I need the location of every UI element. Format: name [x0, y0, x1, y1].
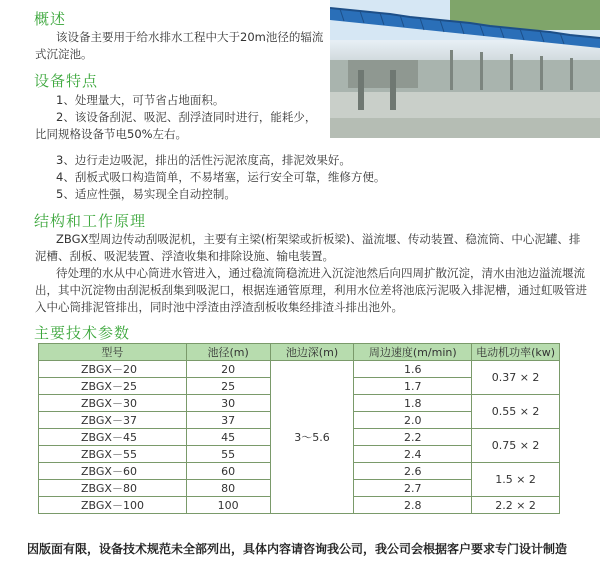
speed-cell: 2.8 — [354, 497, 472, 514]
feature-item: 2、该设备刮泥、吸泥、刮浮渣同时进行，能耗少， — [56, 110, 317, 124]
header-speed: 周边速度(m/min) — [354, 344, 472, 361]
model-cell: ZBGX－55 — [39, 446, 187, 463]
power-cell: 1.5 × 2 — [472, 463, 560, 497]
model-cell: ZBGX－37 — [39, 412, 187, 429]
table-row — [39, 361, 560, 378]
overview-title: 概述 — [34, 10, 67, 28]
feature-item: 5、适应性强，易实现全自动控制。 — [56, 187, 236, 201]
diameter-cell: 80 — [186, 480, 270, 497]
speed-cell: 2.7 — [354, 480, 472, 497]
feature-item: 3、边行走边吸泥，排出的活性污泥浓度高，排泥效果好。 — [56, 153, 351, 167]
footer-note: 因版面有限，设备技术规范未全部列出，具体内容请咨询我公司，我公司会根据客户要求专门设计制造 — [27, 542, 568, 556]
diameter-cell: 20 — [186, 361, 270, 378]
table-header-row — [39, 344, 560, 361]
speed-cell: 2.6 — [354, 463, 472, 480]
diameter-cell: 100 — [186, 497, 270, 514]
speed-cell: 2.0 — [354, 412, 472, 429]
power-cell: 2.2 × 2 — [472, 497, 560, 514]
principle-line: 出，其中沉淀物由刮泥板刮集到吸泥口，根据连通管原理，利用水位差将池底污泥吸入排泥槽，通过虹吸管进 — [35, 283, 587, 297]
power-cell: 0.55 × 2 — [472, 395, 560, 429]
diameter-cell: 55 — [186, 446, 270, 463]
principle-line: 入中心筒排泥管排出，同时池中浮渣由浮渣刮板收集经排渣斗排出池外。 — [35, 300, 403, 314]
feature-item: 比同规格设备节电50%左右。 — [35, 127, 188, 141]
depth-cell: 3～5.6 — [270, 361, 354, 514]
diameter-cell: 45 — [186, 429, 270, 446]
power-cell: 0.75 × 2 — [472, 429, 560, 463]
clarifier-photo — [330, 0, 600, 138]
model-cell: ZBGX－25 — [39, 378, 187, 395]
diameter-cell: 37 — [186, 412, 270, 429]
speed-cell: 2.4 — [354, 446, 472, 463]
specs-title: 主要技术参数 — [34, 324, 131, 342]
header-diameter: 池径(m) — [186, 344, 270, 361]
diameter-cell: 30 — [186, 395, 270, 412]
diameter-cell: 25 — [186, 378, 270, 395]
speed-cell: 1.8 — [354, 395, 472, 412]
speed-cell: 2.2 — [354, 429, 472, 446]
model-cell: ZBGX－45 — [39, 429, 187, 446]
speed-cell: 1.6 — [354, 361, 472, 378]
model-cell: ZBGX－20 — [39, 361, 187, 378]
header-depth: 池边深(m) — [270, 344, 354, 361]
header-model: 型号 — [39, 344, 187, 361]
diameter-cell: 60 — [186, 463, 270, 480]
principle-title: 结构和工作原理 — [34, 212, 147, 230]
model-cell: ZBGX－60 — [39, 463, 187, 480]
model-cell: ZBGX－30 — [39, 395, 187, 412]
principle-line: ZBGX型周边传动刮吸泥机，主要有主梁(桁架梁或折板梁)、溢流堰、传动装置、稳流筒、中心泥罐、排 — [56, 232, 581, 246]
spec-table — [38, 343, 560, 514]
feature-item: 1、处理量大，可节省占地面积。 — [56, 93, 225, 107]
feature-item: 4、刮板式吸口构造简单，不易堵塞，运行安全可靠，维修方便。 — [56, 170, 386, 184]
overview-text-line1: 该设备主要用于给水排水工程中大于20m池径的辐流 — [56, 30, 324, 44]
speed-cell: 1.7 — [354, 378, 472, 395]
principle-line: 待处理的水从中心筒进水管进入，通过稳流筒稳流进入沉淀池然后向四周扩散沉淀，清水由池边溢流堰流 — [56, 266, 585, 280]
power-cell: 0.37 × 2 — [472, 361, 560, 395]
features-title: 设备特点 — [34, 72, 99, 90]
overview-text-line2: 式沉淀池。 — [35, 47, 93, 61]
principle-line: 泥槽、刮板、吸泥装置、浮渣收集和排除设施、输电装置。 — [35, 249, 334, 263]
header-power: 电动机功率(kw) — [472, 344, 560, 361]
model-cell: ZBGX－80 — [39, 480, 187, 497]
model-cell: ZBGX－100 — [39, 497, 187, 514]
